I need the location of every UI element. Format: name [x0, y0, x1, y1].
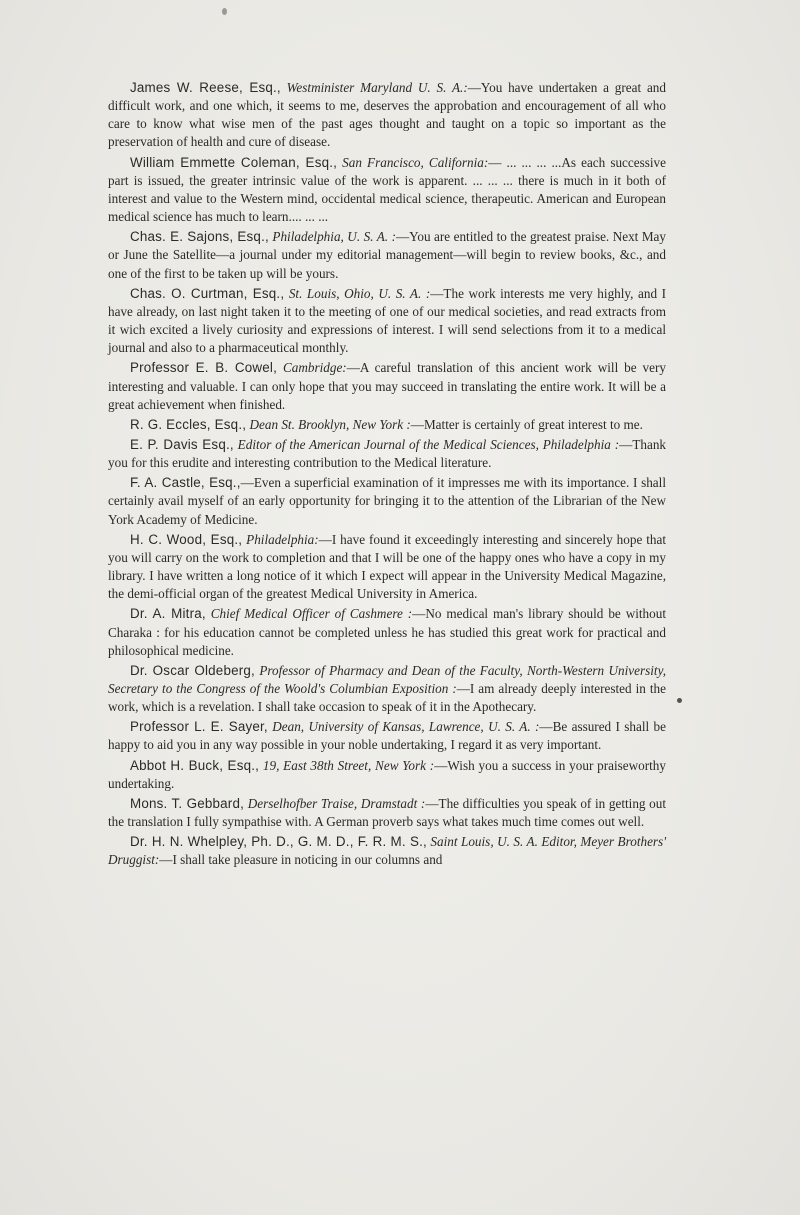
- author-location: Dean St. Brooklyn, New York :: [249, 416, 411, 432]
- testimonial-entry: [108, 79, 666, 152]
- author-name: R. G. Eccles, Esq.,: [130, 416, 247, 432]
- quote-text: — ... ... ... ...As each successive part is issued, the greater intrinsic value of the work is apparent. ... ... ... there is much in it both of interest and value to the Western mind, occidental medical science, therapeutic. American and European medical science has much to learn.... ... ...: [108, 154, 666, 225]
- author-name: E. P. Davis Esq.,: [130, 436, 234, 452]
- author-name: F. A. Castle, Esq.,: [130, 475, 241, 491]
- testimonial-entry: [108, 285, 666, 358]
- testimonial-entry: [108, 795, 666, 831]
- testimonial-entry: [108, 154, 666, 227]
- speck-mark: [677, 698, 682, 703]
- quote-text: —No medical man's library should be without Charaka : for his education cannot be completed unless he has studied this great work for practical and philosophical medicine.: [108, 606, 666, 658]
- quote-text: —The work interests me very highly, and I have already, on last night taken it to the meeting of one of our medical societies, and read extracts from it wich excited a lively curiosity and expressions of interest. I will send selections from it to a medical journal and also to a pharmaceutical monthly.: [108, 285, 667, 356]
- author-location: Derselhofber Traise, Dramstadt :: [247, 795, 426, 811]
- author-name: H. C. Wood, Esq.,: [130, 531, 243, 547]
- author-location: Saint Louis, U. S. A. Editor, Meyer Brothers' Druggist:: [108, 834, 667, 868]
- author-location: Westminister Maryland U. S. A.:: [286, 80, 468, 95]
- author-location: Philadelphia:: [246, 531, 319, 547]
- author-name: Professor L. E. Sayer,: [130, 719, 268, 735]
- author-location: Chief Medical Officer of Cashmere :: [210, 606, 413, 622]
- author-location: Professor of Pharmacy and Dean of the Faculty, North-Western University, Secretary to the Congress of the Woold's Columbian Exposition :: [108, 662, 666, 696]
- author-name: William Emmette Coleman, Esq.,: [130, 154, 338, 170]
- testimonials-list: [108, 79, 666, 872]
- testimonial-entry: [108, 662, 666, 716]
- author-location: Dean, University of Kansas, Lawrence, U. S. A. :: [272, 719, 540, 735]
- author-location: Editor of the American Journal of the Medical Sciences, Philadelphia :: [237, 436, 620, 452]
- author-name: Mons. T. Gebbard,: [130, 795, 245, 811]
- quote-text: —Thank you for this erudite and interesting contribution to the Medical literature.: [108, 436, 667, 471]
- testimonial-entry: [108, 436, 666, 472]
- author-name: James W. Reese, Esq.,: [130, 80, 281, 95]
- testimonial-entry: [108, 757, 666, 793]
- author-name: Dr. Oscar Oldeberg,: [130, 662, 255, 678]
- author-name: Chas. E. Sajons, Esq.,: [130, 229, 269, 245]
- testimonial-entry: [108, 833, 666, 869]
- speck-mark: [222, 8, 227, 15]
- author-name: Dr. H. N. Whelpley, Ph. D., G. M. D., F. R. M. S.,: [130, 834, 427, 850]
- quote-text: —I have found it exceedingly interesting and sincerely hope that you will carry on the work to completion and that I will be one of the happy ones who have a copy in my library. I have written a long notice of it which I expect will appear in the University Medical Magazine, the demi-official organ of the greatest Medical University in America.: [108, 531, 666, 602]
- quote-text: —You are entitled to the greatest praise. Next May or June the Satellite—a journal under my editorial management—will begin to review books, &c., and one of the first to be taken up will be yours.: [108, 229, 666, 281]
- author-location: Cambridge:: [282, 360, 347, 376]
- testimonial-entry: [108, 531, 666, 604]
- quote-text: —Wish you a success in your praiseworthy undertaking.: [108, 757, 666, 791]
- author-name: Abbot H. Buck, Esq.,: [130, 757, 260, 773]
- quote-text: —Be assured I shall be happy to aid you in any way possible in your noble undertaking, I regard it as very important.: [108, 719, 666, 753]
- testimonial-entry: [108, 228, 666, 282]
- author-location: St. Louis, Ohio, U. S. A. :: [288, 285, 431, 301]
- testimonial-entry: [108, 474, 666, 528]
- quote-text: —Matter is certainly of great interest to me.: [410, 416, 643, 432]
- author-location: San Francisco, California:: [342, 154, 489, 170]
- quote-text: —A careful translation of this ancient work will be very interesting and valuable. I can only hope that you may succeed in translating the entire work. It will be a great achievement when finished.: [108, 360, 666, 412]
- quote-text: —You have undertaken a great and difficult work, and one which, it seems to me, deserves the approbation and encouragement of all who care to know what wise men of the past ages thought and taught on a topic so important as the preservation of health and cure of disease.: [108, 80, 666, 150]
- author-name: Professor E. B. Cowel,: [130, 360, 278, 376]
- author-name: Chas. O. Curtman, Esq.,: [130, 285, 285, 301]
- author-name: Dr. A. Mitra,: [130, 606, 206, 622]
- quote-text: —Even a superficial examination of it impresses me with its importance. I shall certainly avail myself of an early opportunity for bringing it to the attention of the Librarian of the New York Academy of Medicine.: [108, 475, 666, 527]
- quote-text: —I shall take pleasure in noticing in our columns and: [159, 852, 443, 868]
- testimonial-entry: [108, 359, 666, 413]
- testimonial-entry: [108, 718, 666, 754]
- quote-text: —The difficulties you speak of in getting out the translation I fully sympathise with. A German proverb says what takes much time comes out well.: [108, 795, 667, 830]
- quote-text: —I am already deeply interested in the work, which is a revelation. I shall take occasion to speak of it in the Apothecary.: [108, 681, 667, 715]
- testimonial-entry: [108, 416, 666, 434]
- author-location: Philadelphia, U. S. A. :: [272, 229, 396, 245]
- testimonial-entry: [108, 605, 666, 659]
- author-location: 19, East 38th Street, New York :: [262, 757, 435, 773]
